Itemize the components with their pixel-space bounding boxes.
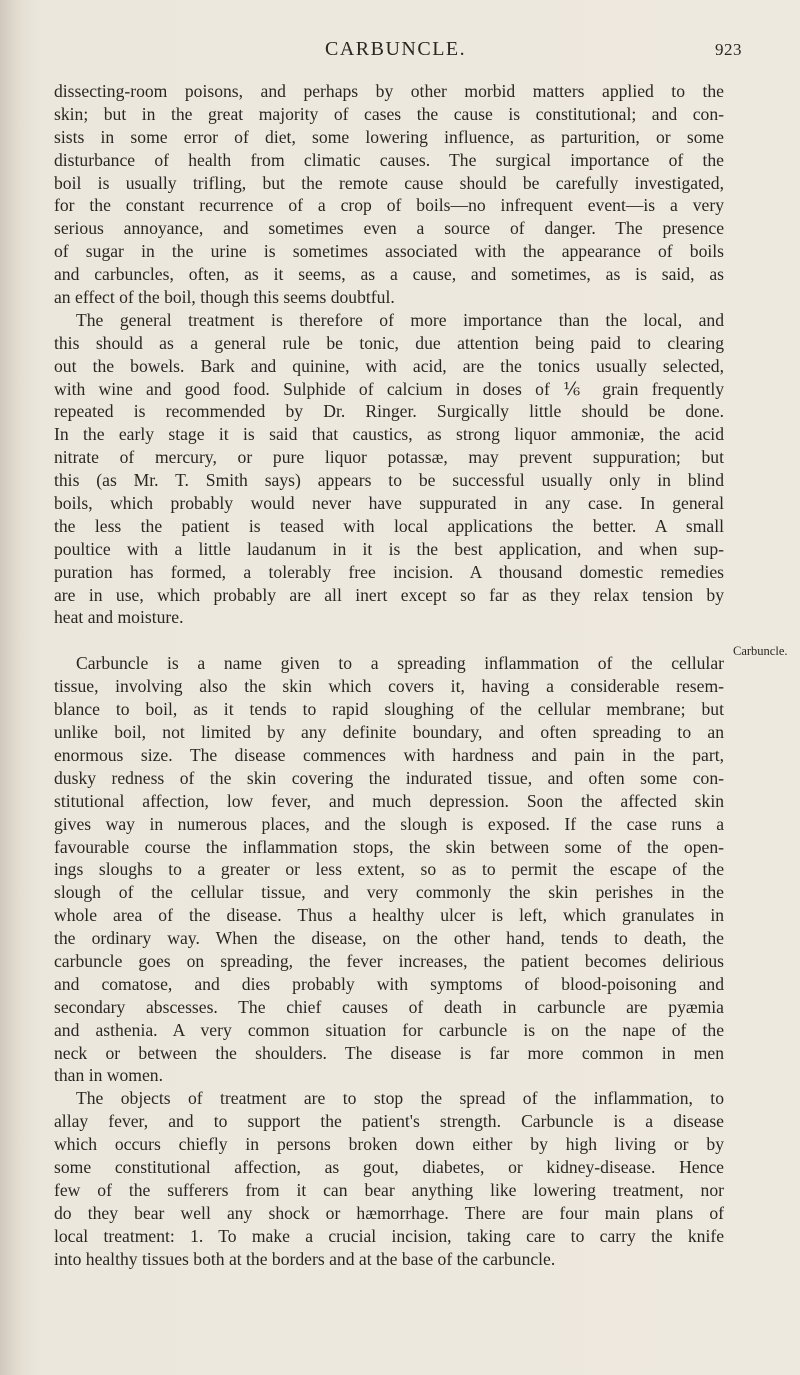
text-line: and comatose, and dies probably with symptoms of blood-poisoning and	[54, 973, 724, 994]
text-line: disturbance of health from climatic causes. The surgical importance of the	[54, 149, 724, 170]
text-line: poultice with a little laudanum in it is the best application, and when sup-	[54, 538, 724, 559]
paragraph-1	[54, 80, 724, 309]
text-line: do they bear well any shock or hæmorrhage. There are four main plans of	[54, 1202, 724, 1223]
text-line: secondary abscesses. The chief causes of death in carbuncle are pyæmia	[54, 996, 724, 1017]
text-line: with wine and good food. Sulphide of calcium in doses of ⅙ grain frequently	[54, 378, 724, 399]
paragraph-2	[54, 309, 724, 629]
text-line: than in women.	[54, 1065, 163, 1086]
text-line: this should as a general rule be tonic, due attention being paid to clearing	[54, 332, 724, 353]
running-header	[0, 38, 800, 68]
text-line: boil is usually trifling, but the remote cause should be carefully investigated,	[54, 172, 724, 193]
text-line: repeated is recommended by Dr. Ringer. Surgically little should be done.	[54, 401, 724, 422]
text-line: and carbuncles, often, as it seems, as a cause, and sometimes, as is said, as	[54, 264, 724, 285]
text-line: skin; but in the great majority of cases the cause is constitutional; and con-	[54, 103, 724, 124]
text-line: an effect of the boil, though this seems doubtful.	[54, 287, 395, 308]
text-line: carbuncle goes on spreading, the fever increases, the patient becomes delirious	[54, 950, 724, 971]
paragraph-4	[54, 1087, 724, 1270]
text-line: and asthenia. A very common situation for carbuncle is on the nape of the	[54, 1019, 724, 1040]
margin-note: Carbuncle.	[733, 644, 788, 658]
text-line: for the constant recurrence of a crop of boils—no infrequent event—is a very	[54, 195, 724, 216]
text-line: which occurs chiefly in persons broken down either by high living or by	[54, 1134, 724, 1155]
text-line: heat and moisture.	[54, 607, 184, 628]
body-text	[54, 80, 724, 1270]
text-line: dissecting-room poisons, and perhaps by other morbid matters applied to the	[54, 81, 724, 101]
text-line: gives way in numerous places, and the slough is exposed. If the case runs a	[54, 813, 724, 834]
text-line: this (as Mr. T. Smith says) appears to be successful usually only in blind	[54, 470, 724, 491]
text-line: into healthy tissues both at the borders and at the base of the carbuncle.	[54, 1248, 556, 1269]
text-line: ings sloughs to a greater or less extent, so as to permit the escape of the	[54, 859, 724, 880]
text-line: nitrate of mercury, or pure liquor potassæ, may prevent suppuration; but	[54, 447, 724, 468]
text-line: the ordinary way. When the disease, on the other hand, tends to death, the	[54, 928, 724, 949]
text-line: of sugar in the urine is sometimes associated with the appearance of boils	[54, 241, 724, 262]
text-line: tissue, involving also the skin which covers it, having a considerable resem-	[54, 676, 724, 697]
text-line: allay fever, and to support the patient's strength. Carbuncle is a disease	[54, 1111, 724, 1132]
text-line: stitutional affection, low fever, and much depression. Soon the affected skin	[54, 790, 724, 811]
text-line: dusky redness of the skin covering the indurated tissue, and often some con-	[54, 767, 724, 788]
text-line: boils, which probably would never have suppurated in any case. In general	[54, 493, 724, 514]
paragraph-3	[54, 652, 724, 1087]
text-line: serious annoyance, and sometimes even a source of danger. The presence	[54, 218, 724, 239]
text-line: neck or between the shoulders. The disease is far more common in men	[54, 1042, 724, 1063]
paragraph-gap	[54, 629, 724, 652]
text-line: slough of the cellular tissue, and very commonly the skin perishes in the	[54, 882, 724, 903]
text-line: blance to boil, as it tends to rapid sloughing of the cellular membrane; but	[54, 699, 724, 720]
text-line: enormous size. The disease commences with hardness and pain in the part,	[54, 744, 724, 765]
text-line: the less the patient is teased with local applications the better. A small	[54, 515, 724, 536]
text-line: favourable course the inflammation stops, the skin between some of the open-	[54, 836, 724, 857]
text-line: The objects of treatment are to stop the spread of the inflammation, to	[76, 1088, 724, 1109]
page-number: 923	[715, 40, 742, 59]
text-line: unlike boil, not limited by any definite boundary, and often spreading to an	[54, 722, 724, 743]
text-line: The general treatment is therefore of more importance than the local, and	[76, 309, 724, 330]
text-line: few of the sufferers from it can bear anything like lowering treatment, nor	[54, 1179, 724, 1200]
text-line: whole area of the disease. Thus a healthy ulcer is left, which granulates in	[54, 905, 724, 926]
text-line: local treatment: 1. To make a crucial incision, taking care to carry the knife	[54, 1225, 724, 1246]
text-line: puration has formed, a tolerably free incision. A thousand domestic remedies	[54, 561, 724, 582]
text-line: sists in some error of diet, some lowering influence, as parturition, or some	[54, 126, 724, 147]
text-line: In the early stage it is said that caustics, as strong liquor ammoniæ, the acid	[54, 424, 724, 445]
text-line: are in use, which probably are all inert except so far as they relax tension by	[54, 584, 724, 605]
running-title: CARBUNCLE.	[325, 38, 467, 60]
text-line: out the bowels. Bark and quinine, with acid, are the tonics usually selected,	[54, 355, 724, 376]
text-line: some constitutional affection, as gout, diabetes, or kidney-disease. Hence	[54, 1156, 724, 1177]
text-line: Carbuncle is a name given to a spreading inflammation of the cellular	[76, 653, 724, 674]
